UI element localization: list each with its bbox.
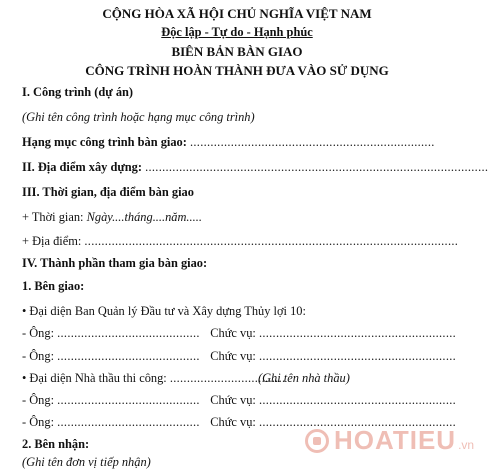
signer-position-dots: .......................................................... (258, 349, 457, 363)
signer-name-dots: .......................................... (57, 349, 200, 363)
signer-position-label: Chức vụ: (210, 415, 256, 429)
watermark-tld: .vn (458, 437, 475, 452)
signer-row (22, 326, 457, 341)
handover-place-dots: .............................................................................................................. (84, 234, 459, 248)
country-header: CỘNG HÒA XÃ HỘI CHỦ NGHĨA VIỆT NAM (102, 6, 372, 21)
document-subtitle: CÔNG TRÌNH HOÀN THÀNH ĐƯA VÀO SỬ DỤNG (85, 63, 389, 78)
signer-row (22, 393, 457, 408)
party-2-hint: (Ghi tên đơn vị tiếp nhận) (22, 455, 151, 469)
signer-prefix: - Ông: (22, 349, 55, 363)
signer-position-label: Chức vụ: (210, 393, 256, 407)
signer-name-dots: .......................................... (57, 393, 200, 407)
handover-item-dots: ........................................................................ (190, 135, 435, 149)
handover-place-label: + Địa điểm: (22, 234, 82, 248)
signer-position-dots: .......................................................... (258, 326, 457, 340)
watermark-brand: HOATIEU (334, 425, 457, 455)
handover-item-label: Hạng mục công trình bàn giao: (22, 135, 187, 149)
handover-time-line (22, 210, 202, 225)
handover-place-line (22, 234, 459, 249)
document-title: BIÊN BẢN BÀN GIAO (171, 44, 303, 59)
section-2-heading: II. Địa điểm xây dựng: (22, 160, 142, 174)
hoatieu-watermark (305, 425, 474, 456)
section-2-line (22, 160, 488, 175)
party-2-heading: 2. Bên nhận: (22, 437, 90, 451)
section-1-heading: I. Công trình (dự án) (22, 85, 134, 99)
handover-item-line (22, 135, 440, 150)
signer-prefix: - Ông: (22, 415, 55, 429)
contractor-hint: (Ghi tên nhà thầu) (257, 371, 350, 385)
hoatieu-logo-icon (305, 429, 329, 453)
signer-name-dots: .......................................... (57, 326, 200, 340)
signer-position-dots: .......................................................... (258, 415, 457, 429)
handover-time-value: Ngày....tháng....năm..... (86, 210, 202, 224)
contractor-dots: .................................. (169, 371, 286, 385)
signer-prefix: - Ông: (22, 393, 55, 407)
location-dots: ..................................................................................................... (145, 160, 488, 174)
signer-position-label: Chức vụ: (210, 349, 256, 363)
contractor-label: • Đại diện Nhà thầu thi công: (22, 371, 167, 385)
party-1-heading: 1. Bên giao: (22, 279, 85, 293)
signer-position-dots: .......................................................... (258, 393, 457, 407)
signer-position-label: Chức vụ: (210, 326, 256, 340)
section-1-hint: (Ghi tên công trình hoặc hạng mục công trình) (22, 110, 255, 124)
section-3-heading: III. Thời gian, địa điểm bàn giao (22, 185, 194, 199)
contractor-line (22, 371, 350, 386)
section-4-heading: IV. Thành phần tham gia bàn giao: (22, 256, 208, 270)
signer-prefix: - Ông: (22, 326, 55, 340)
party-1-representative: • Đại diện Ban Quản lý Đầu tư và Xây dựng Thủy lợi 10: (22, 304, 306, 318)
motto: Độc lập - Tự do - Hạnh phúc (161, 25, 313, 39)
handover-time-label: + Thời gian: (22, 210, 84, 224)
signer-row (22, 349, 457, 364)
signer-name-dots: .......................................... (57, 415, 200, 429)
